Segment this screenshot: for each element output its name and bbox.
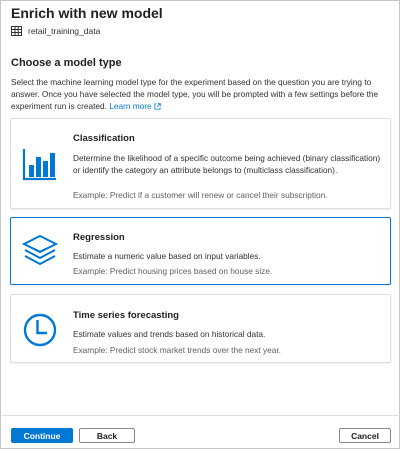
card-description: Estimate a numeric value based on input variables.: [73, 251, 261, 261]
description-text: Select the machine learning model type for the experiment based on the question you are trying to answer. Once you have selected the model type, you will be prompted with a few settings before the experiment run is created.: [11, 77, 379, 111]
bar-chart-icon: [22, 146, 58, 182]
card-example: Example: Predict stock market trends over the next year.: [73, 345, 281, 355]
back-button[interactable]: Back: [79, 428, 135, 443]
model-card-regression[interactable]: [10, 217, 391, 285]
section-description: [11, 76, 391, 112]
card-title: Regression: [73, 232, 125, 243]
card-title: Time series forecasting: [73, 310, 179, 321]
card-title: Classification: [73, 133, 135, 144]
dataset-label: [11, 26, 100, 36]
external-link-icon: [154, 103, 161, 110]
dialog-title: Enrich with new model: [11, 5, 163, 21]
card-description: Determine the likelihood of a specific outcome being achieved (binary classification) or identify the category an attribute belongs to (multiclass classification).: [73, 153, 381, 175]
continue-button[interactable]: Continue: [11, 428, 73, 443]
cancel-button[interactable]: Cancel: [339, 428, 391, 443]
learn-more-link[interactable]: [109, 101, 160, 111]
model-card-classification[interactable]: [10, 118, 391, 209]
table-icon: [11, 26, 22, 36]
model-card-time-series[interactable]: [10, 294, 391, 363]
learn-more-label: Learn more: [109, 101, 152, 111]
layers-icon: [22, 235, 58, 269]
card-description: Estimate values and trends based on historical data.: [73, 329, 266, 339]
card-example: Example: Predict if a customer will renew or cancel their subscription.: [73, 190, 328, 200]
dataset-name: retail_training_data: [28, 26, 101, 36]
footer-divider: [2, 415, 400, 416]
card-example: Example: Predict housing prices based on house size.: [73, 266, 273, 276]
clock-icon: [22, 312, 58, 348]
section-title: Choose a model type: [11, 57, 122, 69]
